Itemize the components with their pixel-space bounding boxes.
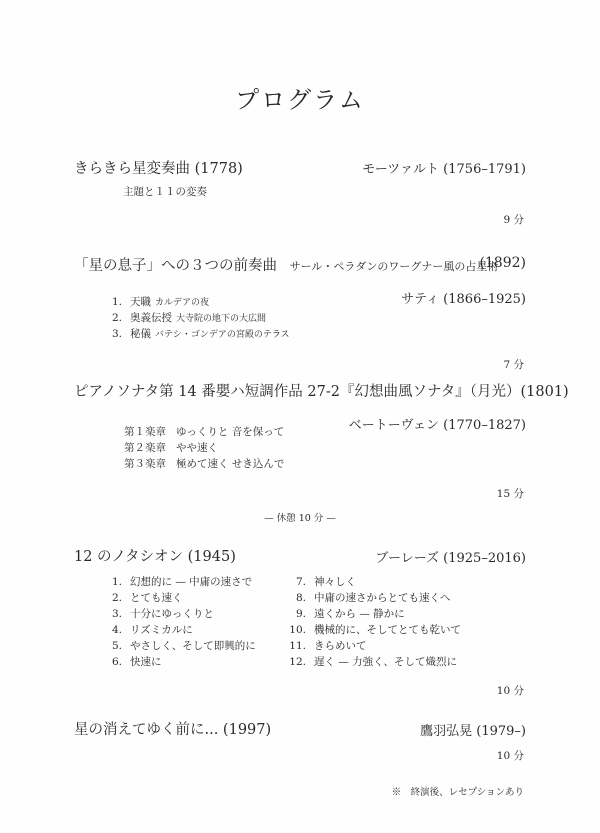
list-item <box>100 606 256 622</box>
notation-text: 機械的に、そしてとても乾いて <box>314 624 461 636</box>
notation-text: 遅く — 力強く、そして熾烈に <box>314 656 457 668</box>
notation-text: やさしく、そして即興的に <box>130 640 256 652</box>
list-item <box>284 606 461 622</box>
composer-takaba: 鷹羽弘晃 (1979–) <box>420 724 526 739</box>
movement-name: 天職 <box>130 296 151 308</box>
notation-number: 10. <box>289 624 306 636</box>
notation-text: 幻想的に — 中庸の速さで <box>130 576 253 588</box>
duration-beethoven: 15 分 <box>496 488 524 500</box>
duration-takaba: 10 分 <box>496 750 524 762</box>
notation-number: 2. <box>111 592 122 604</box>
movement-number: 1. <box>111 296 122 308</box>
list-item <box>100 638 256 654</box>
work-title-boulez: 12 のノタシオン (1945) <box>74 549 236 565</box>
list-item <box>100 654 256 670</box>
footnote: ※ 終演後、レセプションあり <box>391 787 524 798</box>
notation-text: 十分にゆっくりと <box>130 608 214 620</box>
list-item <box>100 326 290 342</box>
movement-list-boulez-right <box>284 574 461 670</box>
composer-mozart: モーツァルト (1756–1791) <box>362 162 526 177</box>
list-item <box>100 574 256 590</box>
movement-list-beethoven <box>124 424 284 472</box>
notation-text: きらめいて <box>314 640 367 652</box>
movement-name: 秘儀 <box>130 328 151 340</box>
notation-text: 神々しく <box>314 576 356 588</box>
duration-boulez: 10 分 <box>496 685 524 697</box>
notation-number: 8. <box>295 592 306 604</box>
notation-text: 中庸の速さからとても速くへ <box>314 592 451 604</box>
notation-number: 1. <box>111 576 122 588</box>
work-title-satie-main: 「星の息子」への３つの前奏曲 <box>74 258 277 274</box>
work-subtitle-mozart: 主題と１１の変奏 <box>123 186 207 198</box>
work-year-satie: (1892) <box>479 255 526 271</box>
work-title-satie-subtitle: サール・ペラダンのワーグナー風の占星術 <box>289 260 499 273</box>
movement-name: 第３楽章 <box>124 458 166 470</box>
duration-satie: 7 分 <box>503 359 524 371</box>
composer-satie: サティ (1866–1925) <box>401 292 526 307</box>
list-item <box>284 622 461 638</box>
notation-number: 3. <box>111 608 122 620</box>
notation-text: 遠くから — 静かに <box>314 608 405 620</box>
notation-number: 7. <box>295 576 306 588</box>
intermission: — 休憩 10 分 — <box>264 513 336 524</box>
work-title-mozart: きらきら星変奏曲 (1778) <box>74 161 243 177</box>
page-title: プログラム <box>235 86 365 114</box>
list-item <box>100 294 290 310</box>
notation-text: リズミカルに <box>130 624 193 636</box>
work-title-beethoven: ピアノソナタ第 14 番嬰ハ短調作品 27-2『幻想曲風ソナタ』（月光）(1801) <box>74 384 569 400</box>
movement-name: 奥義伝授 <box>130 312 172 324</box>
list-item <box>124 424 284 440</box>
list-item <box>284 638 461 654</box>
movement-desc: 大寺院の地下の大広間 <box>176 314 267 324</box>
notation-number: 5. <box>111 640 122 652</box>
list-item <box>284 590 461 606</box>
list-item <box>100 590 256 606</box>
movement-name: 第２楽章 <box>124 442 166 454</box>
list-item <box>284 654 461 670</box>
list-item <box>100 310 290 326</box>
notation-number: 12. <box>289 656 306 668</box>
movement-desc: バテシ・ゴンデアの宮殿のテラス <box>155 330 290 340</box>
notation-number: 11. <box>289 640 306 652</box>
movement-desc: カルデアの夜 <box>155 298 210 308</box>
movement-number: 2. <box>111 312 122 324</box>
list-item <box>100 622 256 638</box>
movement-number: 3. <box>111 328 122 340</box>
list-item <box>124 440 284 456</box>
movement-desc: 極めて速く せき込んで <box>176 458 285 470</box>
list-item <box>284 574 461 590</box>
movement-desc: ゆっくりと 音を保って <box>176 426 285 438</box>
notation-number: 9. <box>295 608 306 620</box>
notation-number: 4. <box>111 624 122 636</box>
movement-name: 第１楽章 <box>124 426 166 438</box>
composer-boulez: ブーレーズ (1925–2016) <box>375 551 526 566</box>
movement-list-boulez-left <box>100 574 256 670</box>
movement-list-satie <box>100 294 290 342</box>
duration-mozart: 9 分 <box>503 214 524 226</box>
composer-beethoven: ベートーヴェン (1770–1827) <box>348 418 526 433</box>
work-title-satie <box>74 254 498 275</box>
movement-desc: やや速く <box>176 442 218 454</box>
work-title-takaba: 星の消えてゆく前に... (1997) <box>74 722 272 738</box>
notation-text: 快速に <box>130 656 162 668</box>
list-item <box>124 456 284 472</box>
notation-number: 6. <box>111 656 122 668</box>
notation-text: とても速く <box>130 592 183 604</box>
